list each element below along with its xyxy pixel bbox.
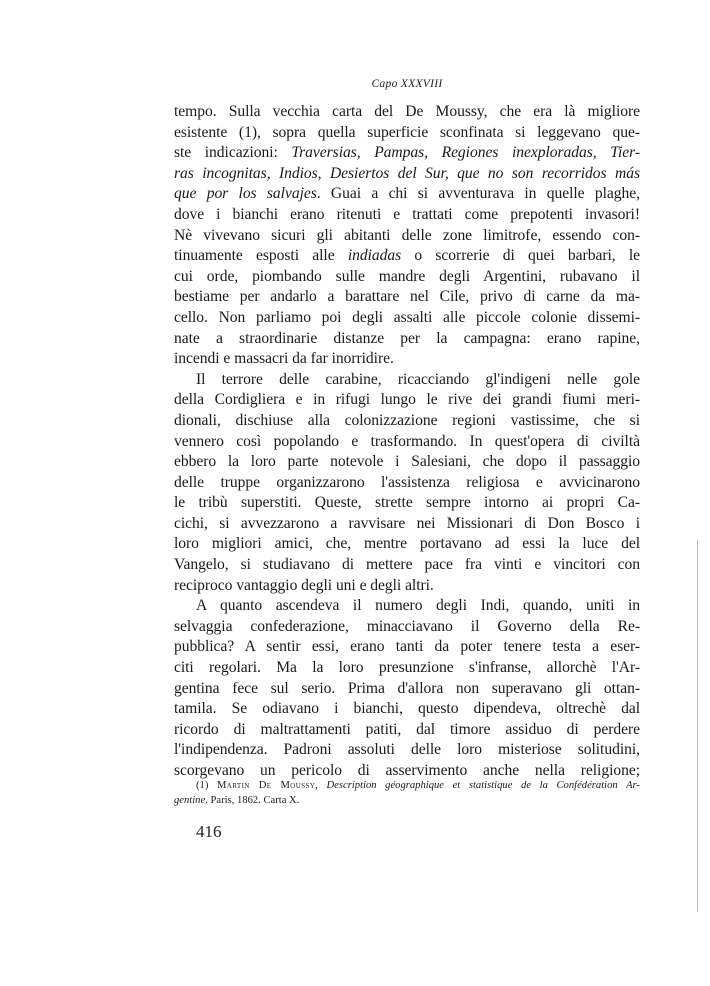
text-line: ras incognitas, Indios, Desiertos del Sur, que no son recorridos más: [174, 164, 640, 182]
text-line: selvaggia confederazione, minacciavano il Governo della Re-: [174, 617, 640, 635]
italic-fragment: que por los salvajes: [174, 185, 317, 203]
text-line: scorgevano un pericolo di asservimento anche nella religione;: [174, 762, 640, 779]
italic-fragment: Traversias, Pampas, Regiones inexploradas, Tier-: [291, 144, 640, 162]
footnote-title: Description géographique et statistique de la Confédération Ar-: [326, 780, 640, 791]
footnote-separator: ,: [315, 780, 327, 791]
page-edge-line: [697, 540, 698, 912]
text-line: cello. Non parliamo poi degli assalti alle piccole colonie dissemi-: [174, 308, 640, 326]
footnote-title-cont: gentine: [174, 795, 206, 806]
text-line: [174, 246, 640, 267]
running-head: Capo XXXVIII: [371, 78, 443, 90]
text-line: le tribù superstiti. Queste, strette sempre intorno ai propri Ca-: [174, 494, 640, 512]
text-line: vennero così popolando e trasformando. In quest'opera di civiltà: [174, 432, 640, 450]
footnote: [174, 778, 640, 808]
text-line: gentina fece sul serio. Prima d'allora non superavano gli ottan-: [174, 679, 640, 697]
text-line: Nè vivevano sicuri gli abitanti delle zone limitrofe, essendo con-: [174, 226, 640, 244]
text-line: tempo. Sulla vecchia carta del De Moussy, che era là migliore: [174, 103, 640, 120]
text-line: pubblica? A sentir essi, erano tanti da poter tenere testa a eser-: [174, 638, 640, 656]
text-line: tamila. Se odiavano i bianchi, questo dipendeva, oltrechè dal: [174, 700, 640, 718]
page-number: 416: [196, 822, 222, 841]
text-line: citi regolari. Ma la loro presunzione s'infranse, allorchè l'Ar-: [174, 659, 640, 677]
text-line: [174, 184, 640, 205]
text-line: bestiame per andarlo a barattare nel Cile, privo di carne da ma-: [174, 288, 640, 306]
text-line: loro migliori amici, che, mentre portavano ad essi la luce del: [174, 535, 640, 553]
text-line: incendi e massacri da far inorridire.: [174, 350, 394, 368]
text-line: cichi, si avvezzarono a ravvisare nei Missionari di Don Bosco i: [174, 514, 640, 532]
text-line: A quanto ascendeva il numero degli Indi, quando, uniti in: [196, 597, 640, 615]
text-line: Vangelo, si studiavano di mettere pace fra vinti e vincitori con: [174, 556, 640, 574]
text-fragment: . Guai a chi si avventurava in quelle plaghe,: [316, 185, 640, 203]
footnote-line: [174, 778, 640, 793]
footnote-author: Martin De Moussy: [216, 780, 316, 791]
text-line: l'indipendenza. Padroni assoluti delle loro misteriose solitudini,: [174, 741, 640, 759]
text-line: delle truppe organizzarono l'assistenza religiosa e avvicinarono: [174, 473, 640, 491]
italic-fragment: indiadas: [347, 247, 402, 265]
text-line: reciproco vantaggio degli uni e degli altri.: [174, 576, 434, 594]
footnote-rest: . Paris, 1862. Carta X.: [205, 795, 300, 806]
text-fragment: ste indicazioni:: [174, 144, 292, 162]
text-fragment: tinuamente esposti alle: [174, 247, 348, 265]
text-line: cui orde, piombando sulle mandre degli Argentini, rubavano il: [174, 267, 640, 285]
footnote-line: [174, 793, 640, 808]
footnote-marker: (1): [196, 780, 217, 791]
text-line: dionali, dischiuse alla colonizzazione regioni vastissime, che si: [174, 411, 640, 429]
text-line: [174, 143, 640, 164]
text-fragment: o scorrerie di quei barbari, le: [401, 247, 640, 265]
text-line: della Cordigliera e in rifugi lungo le rive dei grandi fiumi meri-: [174, 391, 640, 409]
text-line: nate a straordinarie distanze per la campagna: erano rapine,: [174, 329, 640, 347]
text-line: esistente (1), sopra quella superficie sconfinata si leggevano que-: [174, 123, 640, 141]
text-line: ebbero la loro parte notevole i Salesiani, che dopo il passaggio: [174, 453, 640, 471]
text-line: dove i bianchi erano ritenuti e trattati come prepotenti invasori!: [174, 205, 640, 223]
text-line: ricordo di maltrattamenti patiti, dal timore assiduo di perdere: [174, 720, 640, 738]
body-text: [174, 102, 640, 782]
text-line: Il terrore delle carabine, ricacciando gl'indigeni nelle gole: [196, 370, 640, 388]
